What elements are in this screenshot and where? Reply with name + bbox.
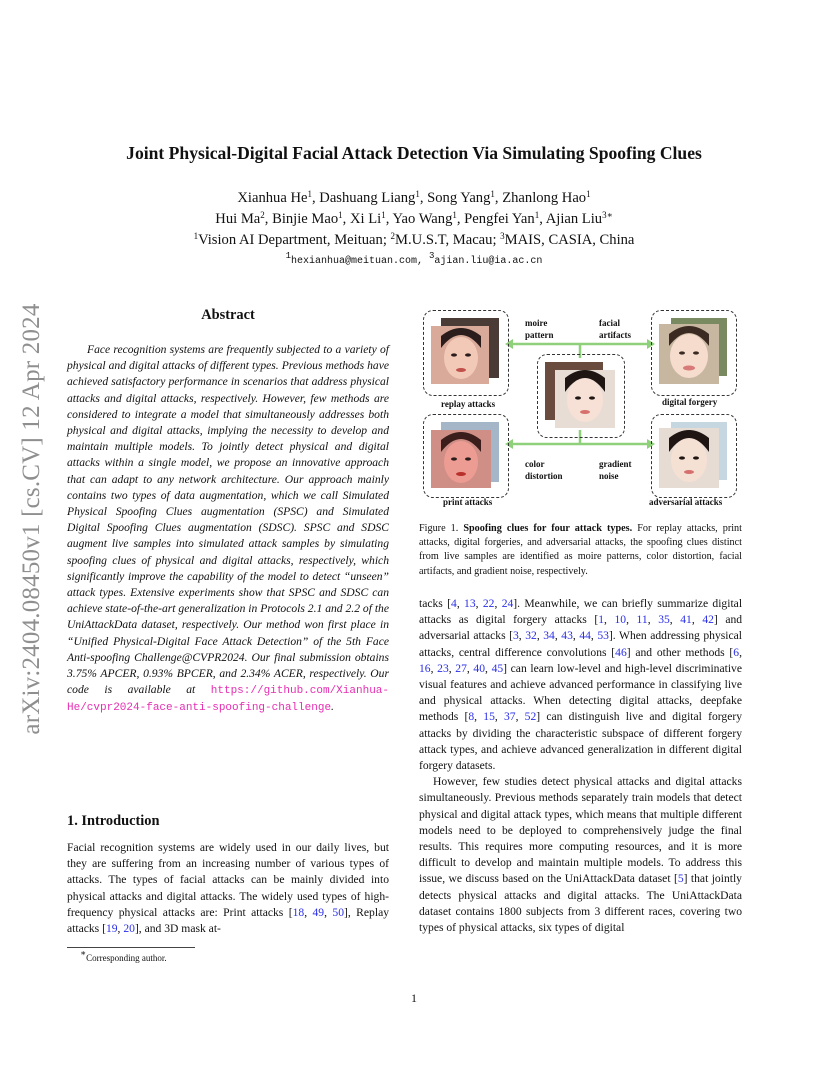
print-face-image xyxy=(431,422,499,488)
citation-link[interactable]: 11 xyxy=(636,613,648,627)
author-affiliation-mark: 1 xyxy=(381,210,386,220)
author-affiliation-mark: 2 xyxy=(260,210,265,220)
live-face-image xyxy=(545,362,615,428)
figure-caption: Figure 1. Spoofing clues for four attack types. For replay attacks, print attacks, digital forgeries, and adversarial attacks, the spoofing clues distinct from live samples are identified as moire patterns, color distortion, facial artifacts, and gradient noise, respectively. xyxy=(419,523,742,577)
author-affiliation-mark: 1 xyxy=(586,189,591,199)
citation-link[interactable]: 3 xyxy=(512,629,519,643)
citation-link[interactable]: 32 xyxy=(525,629,537,643)
label-adversarial-attacks: adversarial attacks xyxy=(649,497,723,507)
citation-link[interactable]: 15 xyxy=(483,710,495,724)
code-link[interactable]: https://github.com/Xianhua-He/cvpr2024-face-anti-spoofing-challenge xyxy=(67,685,389,715)
intro-body: Facial recognition systems are widely used in our daily lives, but they are suffering from an increasing number of various types of attacks. The types of facial attacks can be mainly divided into physical attacks and digital attacks. The widely used types of high-frequency physical attacks are: Print attacks [18, 49, 50], Replay attacks [19, 20], and 3D mask at- xyxy=(67,841,390,936)
citation-link[interactable]: 41 xyxy=(680,613,692,627)
adversarial-face-image xyxy=(659,422,727,488)
label-digital-forgery: digital forgery xyxy=(662,397,718,407)
citation-link[interactable]: 23 xyxy=(437,661,449,675)
affiliations: $^1$Vision AI Department, Meituan; $^2$M.U.S.T, Macau; $^3$MAIS, CASIA, China xyxy=(193,231,635,248)
citation-link[interactable]: 46 xyxy=(615,645,627,659)
citation-link[interactable]: 37 xyxy=(503,710,516,724)
citation-link[interactable]: 5 xyxy=(677,872,684,886)
author-name: Binjie Mao xyxy=(272,211,339,227)
citation-link[interactable]: 18 xyxy=(292,905,305,919)
author-block xyxy=(60,188,768,251)
intro-heading: 1. Introduction xyxy=(67,813,160,829)
arxiv-id: arXiv:2404.08450v1 [cs.CV] 12 Apr 2024 xyxy=(18,303,45,735)
citation-link[interactable]: 35 xyxy=(658,613,670,627)
author-name: Song Yang xyxy=(427,190,491,206)
arxiv-sidebar xyxy=(8,282,56,756)
label-gradient-noise: gradient noise xyxy=(599,459,632,481)
citation-link[interactable]: 52 xyxy=(524,710,537,724)
citation-link[interactable]: 6 xyxy=(733,645,740,659)
authors-line-1: Xianhua He$^1$, Dashuang Liang$^1$, Song Yang$^1$, Zhanlong Hao$^1$ xyxy=(237,189,591,206)
author-name: Dashuang Liang xyxy=(319,190,416,206)
citation-link[interactable]: 8 xyxy=(468,710,475,724)
citation-link[interactable]: 20 xyxy=(123,922,135,936)
author-affiliation-mark: 1 xyxy=(307,189,312,199)
citation-link[interactable]: 16 xyxy=(419,661,431,675)
citation-link[interactable]: 27 xyxy=(455,661,467,675)
citation-link[interactable]: 4 xyxy=(451,597,457,610)
citation-link[interactable]: 43 xyxy=(561,629,573,643)
footnote-rule xyxy=(67,947,195,948)
citation-link[interactable]: 13 xyxy=(464,597,476,610)
author-name: Pengfei Yan xyxy=(464,211,535,227)
citation-link[interactable]: 10 xyxy=(614,613,627,627)
author-affiliation-mark: 3∗ xyxy=(602,210,613,220)
citation-link[interactable]: 49 xyxy=(312,905,325,919)
citation-link[interactable]: 44 xyxy=(579,629,591,643)
digital-face-image xyxy=(659,318,727,384)
citation-link[interactable]: 45 xyxy=(491,661,504,675)
author-name: Xi Li xyxy=(349,211,382,227)
label-color-distortion: color distortion xyxy=(525,459,563,481)
citation-link[interactable]: 40 xyxy=(473,661,486,675)
author-emails: $^1$hexianhua@meituan.com, $^3$ajian.liu@ia.ac.cn xyxy=(285,251,543,267)
label-facial-artifacts: facial artifacts xyxy=(599,318,631,340)
label-moire-pattern: moire pattern xyxy=(525,318,554,340)
authors-line-2: Hui Ma$^2$, Binjie Mao$^1$, Xi Li$^1$, Yao Wang$^1$, Pengfei Yan$^1$, Ajian Liu$^{3∗}$ xyxy=(215,210,613,227)
author-affiliation-mark: 1 xyxy=(338,210,343,220)
citation-link[interactable]: 34 xyxy=(543,629,555,643)
abstract-body: Face recognition systems are frequently subjected to a variety of physical and digital attacks of different types. Previous methods have achieved satisfactory performance in scenarios that address physical attacks and digital attacks, respectively. However, few methods are considered to integrate a model that simultaneously addresses both physical and digital attacks, implying the necessity to develop and maintain multiple models. To jointly detect physical and digital attacks within a single model, we propose an innovative approach that can adapt to any network architecture. Our approach mainly contains two types of data augmentation, which we call Simulated Physical Spoofing Clues augmentation (SPSC) and Simulated Digital Spoofing Clues augmentation (SDSC). SPSC and SDSC augment live samples into simulated attack samples by simulating spoofing clues of physical and digital attacks, respectively, which significantly improve the capability of the model to detect “unseen” attack types. Extensive experiments show that SPSC and SDSC can achieve state-of-the-art generalization in Protocols 2.1 and 2.2 of the UniAttackData dataset, respectively. Our method won first place in “Unified Physical-Digital Face Attack Detection” of the 5th Face Anti-spoofing Challenge@CVPR2024. Our final submission obtains 3.75% APCER, 0.93% BPCER, and 2.34% ACER, respectively. Our code is available at https://github.com/Xianhua-He/cvpr2024-face-anti-spoofing-challenge. xyxy=(67,343,389,715)
author-affiliation-mark: 1 xyxy=(534,210,540,220)
label-print-attacks: print attacks xyxy=(443,497,493,507)
citation-link[interactable]: 1 xyxy=(598,613,605,627)
citation-link[interactable]: 22 xyxy=(482,597,495,610)
author-affiliation-mark: 1 xyxy=(452,210,457,220)
abstract-heading: Abstract xyxy=(201,307,255,323)
author-affiliation-mark: 1 xyxy=(490,189,495,199)
paper-title: Joint Physical-Digital Facial Attack Detection Via Simulating Spoofing Clues xyxy=(126,143,702,163)
footnote: ∗Corresponding author. xyxy=(80,948,167,963)
author-name: Yao Wang xyxy=(392,211,453,227)
author-name: Zhanlong Hao xyxy=(502,190,587,206)
author-name: Ajian Liu xyxy=(545,211,603,227)
author-name: Hui Ma xyxy=(215,211,261,227)
citation-link[interactable]: 19 xyxy=(105,922,118,936)
citation-link[interactable]: 42 xyxy=(702,613,714,627)
citation-link[interactable]: 53 xyxy=(597,629,609,643)
replay-face-image xyxy=(431,318,499,384)
citation-link[interactable]: 24 xyxy=(501,597,514,610)
paragraph: tacks [4, 13, 22, 24]. Meanwhile, we can briefly summarize digital attacks as digital forgery attacks [1, 10, 11, 35, 41, 42] and adversarial attacks [3, 32, 34, 43, 44, 53]. When addressing physical attacks, central difference convolutions [46] and other methods [6, 16, 23, 27, 40, 45] can learn low-level and high-level discriminative visual features and achieve advanced performance in classifying live and physical attacks. When detecting digital attacks, deepfake methods [8, 15, 37, 52] can distinguish live and digital forgery attacks by dividing the characteristic subspace of different forgery attack types, and achieve advanced generalization in different digital forgery datasets. xyxy=(419,597,743,773)
citation-link[interactable]: 50 xyxy=(332,905,344,919)
page-number: 1 xyxy=(411,991,417,1005)
right-column-body xyxy=(419,596,742,936)
author-name: Xianhua He xyxy=(237,190,308,206)
figure-1 xyxy=(419,306,742,512)
paragraph: However, few studies detect physical attacks and digital attacks simultaneously. Previous methods separately train models that detect physical and digital attack types, which means that multiple different models need to be deployed to comprehensively judge the final results. This requires more computing resources, and it is more difficult to develop and maintain multiple models. To address this issue, we discuss based on the UniAttackData dataset [5] that jointly detects physical attacks and digital attacks. The UniAttackData dataset contains 1800 subjects from 3 different races, covering two types of physical attacks, six types of digital xyxy=(419,775,742,935)
author-affiliation-mark: 1 xyxy=(415,189,420,199)
label-replay-attacks: replay attacks xyxy=(441,399,496,409)
